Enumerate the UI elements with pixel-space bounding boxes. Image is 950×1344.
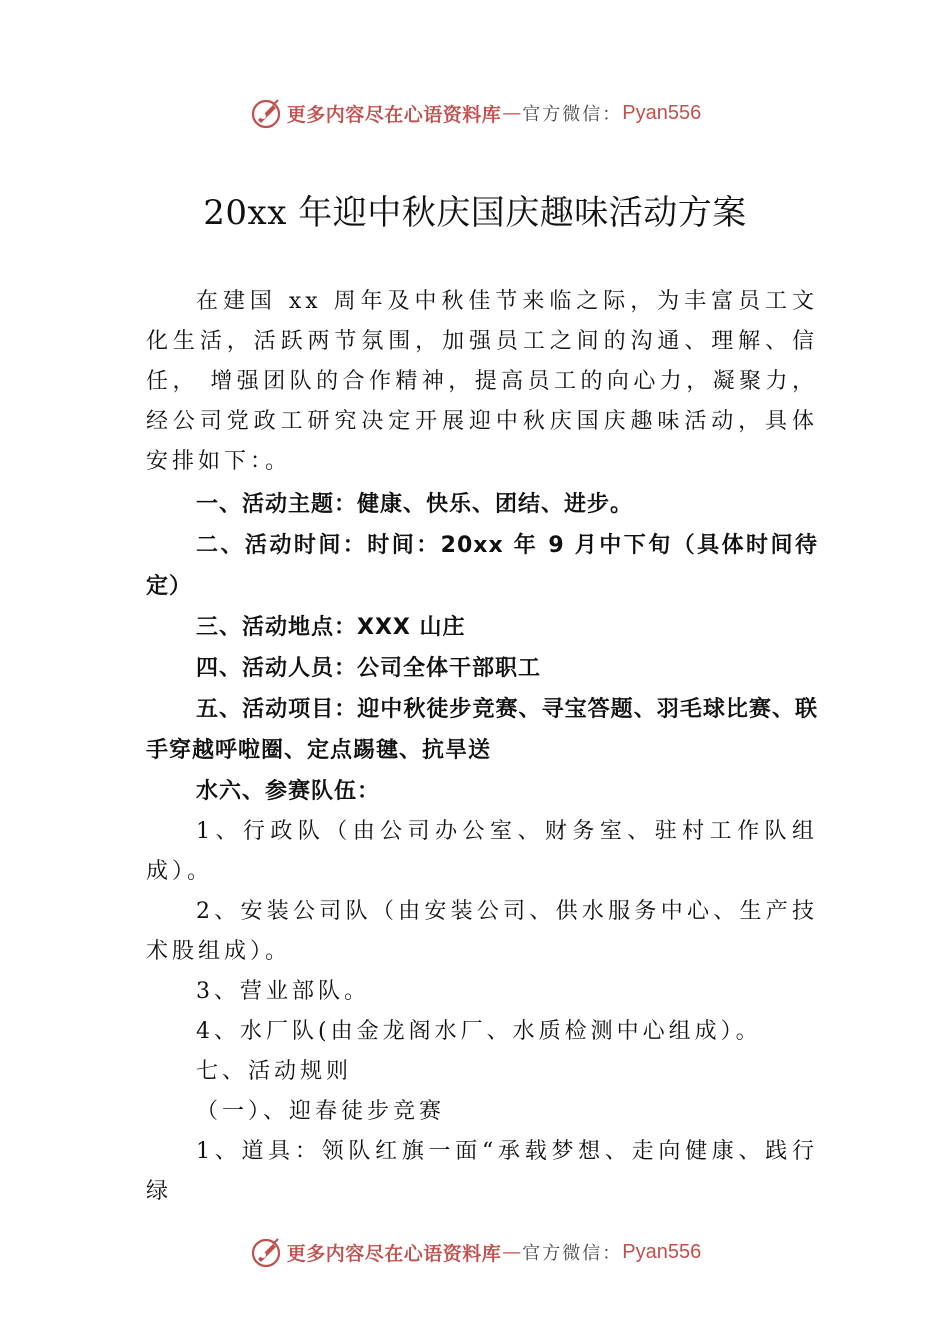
rules-item-1: 1、道具：领队红旗一面“承载梦想、走向健康、践行绿 — [146, 1139, 818, 1204]
team-item-1: 1、行政队（由公司办公室、财务室、驻村工作队组成）。 — [146, 819, 818, 884]
section-teams: 水六、参赛队伍： — [196, 779, 381, 804]
section-events: 五、活动项目：迎中秋徒步竞赛、寻宝答题、羽毛球比赛、联手穿越呼啦圈、定点踢毽、抗旱送 — [146, 697, 818, 763]
team-item-2: 2、安装公司队（由安装公司、供水服务中心、生产技术股组成）。 — [146, 899, 818, 964]
watermark-wechat-id: Pyan556 — [622, 101, 702, 124]
section-location: 三、活动地点：XXX 山庄 — [196, 615, 466, 640]
section-rules: 七、活动规则 — [196, 1059, 353, 1084]
footer-watermark — [0, 1232, 950, 1272]
team-item-4: 4、水厂队(由金龙阁水厂、水质检测中心组成）。 — [196, 1019, 762, 1044]
watermark-dash: — — [502, 1241, 522, 1263]
header-watermark — [0, 93, 950, 133]
section-participants: 四、活动人员：公司全体干部职工 — [196, 656, 542, 681]
watermark-contact-label: 官方微信： — [522, 1243, 623, 1264]
watermark-contact-label: 官方微信： — [522, 104, 623, 125]
pen-seal-icon — [249, 96, 283, 130]
intro-paragraph: 在建国 xx 周年及中秋佳节来临之际，为丰富员工文化生活，活跃两节氛围，加强员工之间的沟通、理解、信任， 增强团队的合作精神，提高员工的向心力，凝聚力，经公司党政工研究决定开展迎中秋庆国庆趣味活动，具体安排如下：。 — [146, 289, 818, 474]
rules-subsection-1: （一）、迎春徒步竞赛 — [196, 1099, 446, 1124]
pen-seal-icon — [249, 1235, 283, 1269]
team-item-3: 3、营业部队。 — [196, 979, 370, 1004]
watermark-wechat-id: Pyan556 — [622, 1240, 702, 1263]
watermark-dash: — — [502, 102, 522, 124]
watermark-brand: 更多内容尽在心语资料库 — [286, 103, 502, 126]
watermark-brand: 更多内容尽在心语资料库 — [286, 1242, 502, 1265]
document-body — [146, 282, 818, 1212]
document-title: 20xx 年迎中秋庆国庆趣味活动方案 — [203, 193, 747, 233]
section-theme: 一、活动主题：健康、快乐、团结、进步。 — [196, 492, 634, 517]
section-time: 二、活动时间：时间：20xx 年 9 月中下旬（具体时间待定） — [146, 533, 818, 599]
